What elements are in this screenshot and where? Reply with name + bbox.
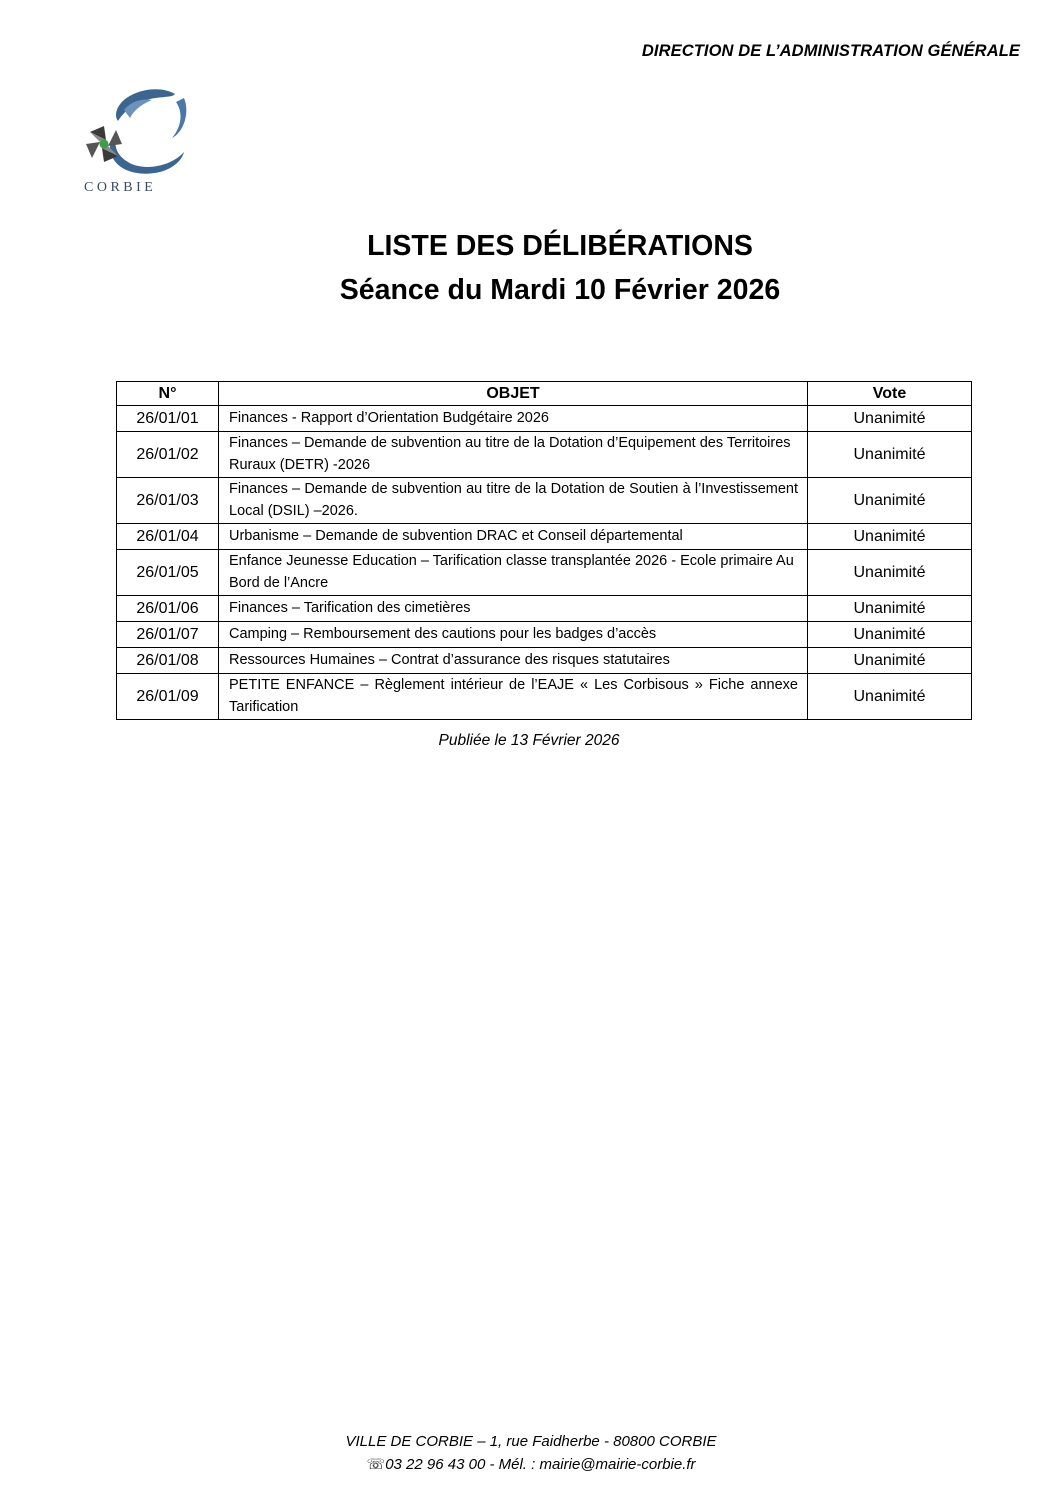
table-row — [117, 674, 972, 720]
row-objet: PETITE ENFANCE – Règlement intérieur de l’EAJE « Les Corbisous » Fiche annexe Tarification — [219, 674, 808, 720]
table-row — [117, 432, 972, 478]
row-objet: Enfance Jeunesse Education – Tarification classe transplantée 2026 - Ecole primaire Au Bord de l’Ancre — [219, 550, 808, 596]
table-row — [117, 524, 972, 550]
row-num: 26/01/09 — [117, 674, 219, 720]
corbie-logo-icon — [80, 86, 192, 182]
table-row — [117, 648, 972, 674]
footer-contact-line — [4, 1453, 1058, 1476]
page-title — [0, 224, 1058, 312]
row-vote: Unanimité — [808, 478, 972, 524]
row-num: 26/01/02 — [117, 432, 219, 478]
footer-contact: 03 22 96 43 00 - Mél. : mairie@mairie-corbie.fr — [385, 1456, 696, 1473]
row-num: 26/01/06 — [117, 596, 219, 622]
footer — [0, 1430, 1058, 1476]
table-row — [117, 478, 972, 524]
phone-icon: ☏ — [366, 1456, 386, 1473]
row-num: 26/01/04 — [117, 524, 219, 550]
column-header-objet: OBJET — [219, 382, 808, 406]
row-num: 26/01/03 — [117, 478, 219, 524]
row-vote: Unanimité — [808, 674, 972, 720]
row-vote: Unanimité — [808, 406, 972, 432]
header-direction: DIRECTION DE L’ADMINISTRATION GÉNÉRALE — [641, 42, 1020, 60]
row-num: 26/01/01 — [117, 406, 219, 432]
table-row — [117, 550, 972, 596]
logo — [80, 86, 192, 202]
row-vote: Unanimité — [808, 648, 972, 674]
row-vote: Unanimité — [808, 550, 972, 596]
title-line-2: Séance du Mardi 10 Février 2026 — [339, 274, 781, 306]
table-row — [117, 406, 972, 432]
publication-date: Publiée le 13 Février 2026 — [438, 732, 620, 749]
row-vote: Unanimité — [808, 432, 972, 478]
row-objet: Urbanisme – Demande de subvention DRAC et Conseil départemental — [219, 524, 808, 550]
row-objet: Finances – Tarification des cimetières — [219, 596, 808, 622]
row-vote: Unanimité — [808, 596, 972, 622]
row-vote: Unanimité — [808, 622, 972, 648]
row-objet: Finances – Demande de subvention au titre de la Dotation d’Equipement des Territoires Ruraux (DETR) -2026 — [219, 432, 808, 478]
row-objet: Camping – Remboursement des cautions pour les badges d’accès — [219, 622, 808, 648]
deliberations-table — [116, 381, 972, 720]
column-header-num: N° — [117, 382, 219, 406]
table-row — [117, 622, 972, 648]
row-num: 26/01/08 — [117, 648, 219, 674]
row-objet: Finances – Demande de subvention au titre de la Dotation de Soutien à l’Investissement Local (DSIL) –2026. — [219, 478, 808, 524]
column-header-vote: Vote — [808, 382, 972, 406]
row-objet: Finances - Rapport d’Orientation Budgétaire 2026 — [219, 406, 808, 432]
row-num: 26/01/07 — [117, 622, 219, 648]
title-line-1: LISTE DES DÉLIBÉRATIONS — [367, 230, 753, 262]
logo-text: CORBIE — [84, 180, 157, 195]
table-header-row — [117, 382, 972, 406]
row-vote: Unanimité — [808, 524, 972, 550]
row-objet: Ressources Humaines – Contrat d’assurance des risques statutaires — [219, 648, 808, 674]
table-row — [117, 596, 972, 622]
row-num: 26/01/05 — [117, 550, 219, 596]
footer-address: VILLE DE CORBIE – 1, rue Faidherbe - 80800 CORBIE — [345, 1433, 717, 1450]
